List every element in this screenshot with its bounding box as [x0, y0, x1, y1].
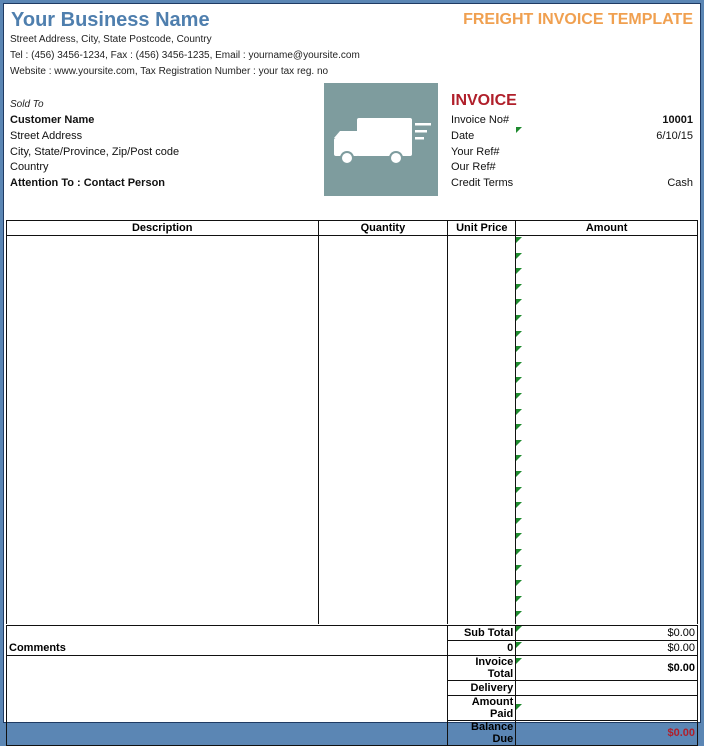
- cell-marker: [516, 565, 522, 571]
- comments-area-top: [7, 626, 448, 641]
- cell-marker: [516, 596, 522, 602]
- col-header-amount: Amount: [516, 221, 698, 236]
- invoice-total-label: Invoice Total: [448, 656, 516, 681]
- customer-street[interactable]: Street Address: [10, 130, 83, 142]
- invoice-number[interactable]: 10001: [662, 114, 693, 126]
- cell-marker: [516, 424, 522, 430]
- cell-marker: [516, 611, 522, 617]
- cell-marker: [516, 502, 522, 508]
- attention-to[interactable]: Attention To : Contact Person: [10, 177, 166, 189]
- customer-city[interactable]: City, State/Province, Zip/Post code: [10, 146, 180, 158]
- description-column[interactable]: [7, 236, 319, 625]
- credit-terms-value[interactable]: Cash: [667, 177, 693, 189]
- delivery-value[interactable]: [516, 681, 698, 696]
- amount-paid-label: Amount Paid: [448, 696, 516, 721]
- cell-marker: [516, 471, 522, 477]
- comments-box[interactable]: [7, 656, 448, 746]
- cell-marker: [516, 237, 522, 243]
- cell-marker: [516, 549, 522, 555]
- col-header-unit-price: Unit Price: [448, 221, 516, 236]
- tax-rate[interactable]: 0: [448, 641, 516, 656]
- cell-marker: [516, 393, 522, 399]
- template-title: FREIGHT INVOICE TEMPLATE: [463, 11, 693, 28]
- cell-marker: [516, 533, 522, 539]
- amount-paid-value[interactable]: [516, 696, 698, 721]
- col-header-quantity: Quantity: [318, 221, 448, 236]
- customer-country[interactable]: Country: [10, 161, 49, 173]
- logo-box: [324, 83, 438, 196]
- cell-marker: [516, 704, 522, 710]
- items-table: [6, 220, 698, 624]
- cell-marker: [516, 331, 522, 337]
- business-address: Street Address, City, State Postcode, Country: [10, 34, 212, 45]
- subtotal-label: Sub Total: [448, 626, 516, 641]
- invoice-sheet: [3, 3, 701, 745]
- delivery-label: Delivery: [448, 681, 516, 696]
- credit-terms-label: Credit Terms: [451, 177, 514, 189]
- cell-marker: [516, 518, 522, 524]
- col-header-description: Description: [7, 221, 319, 236]
- invoice-title: INVOICE: [451, 92, 517, 109]
- comments-label: Comments: [7, 641, 448, 656]
- business-contact: Tel : (456) 3456-1234, Fax : (456) 3456-1235, Email : yourname@yoursite.com: [10, 50, 360, 61]
- totals-table: [6, 625, 698, 746]
- our-ref-label: Our Ref#: [451, 161, 496, 173]
- quantity-column[interactable]: [318, 236, 448, 625]
- truck-icon: [324, 83, 438, 196]
- cell-marker: [516, 487, 522, 493]
- cell-marker: [516, 626, 522, 632]
- subtotal-value[interactable]: $0.00: [516, 626, 698, 641]
- cell-marker: [516, 440, 522, 446]
- cell-marker: [516, 658, 522, 664]
- cell-marker: [516, 315, 522, 321]
- cell-marker: [516, 409, 522, 415]
- cell-marker: [516, 299, 522, 305]
- cell-marker: [516, 268, 522, 274]
- balance-due-label: Balance Due: [448, 721, 516, 746]
- date-label: Date: [451, 130, 475, 142]
- cell-marker: [516, 253, 522, 259]
- tax-amount[interactable]: $0.00: [516, 641, 698, 656]
- amount-column[interactable]: [516, 236, 698, 625]
- cell-marker: [516, 377, 522, 383]
- cell-marker: [516, 642, 522, 648]
- customer-name[interactable]: Customer Name: [10, 114, 95, 126]
- cell-comment-marker: [516, 127, 522, 133]
- cell-marker: [516, 284, 522, 290]
- your-ref-label: Your Ref#: [451, 146, 500, 158]
- unit-price-column[interactable]: [448, 236, 516, 625]
- balance-due-value[interactable]: $0.00: [516, 721, 698, 746]
- business-name: Your Business Name: [11, 9, 210, 31]
- cell-marker: [516, 362, 522, 368]
- invoice-number-label: Invoice No#: [451, 114, 510, 126]
- business-website: Website : www.yoursite.com, Tax Registration Number : your tax reg. no: [10, 66, 329, 77]
- sold-to-label: Sold To: [10, 99, 44, 110]
- cell-marker: [516, 346, 522, 352]
- invoice-total-value[interactable]: $0.00: [516, 656, 698, 681]
- invoice-date[interactable]: 6/10/15: [656, 130, 693, 142]
- cell-marker: [516, 580, 522, 586]
- cell-marker: [516, 455, 522, 461]
